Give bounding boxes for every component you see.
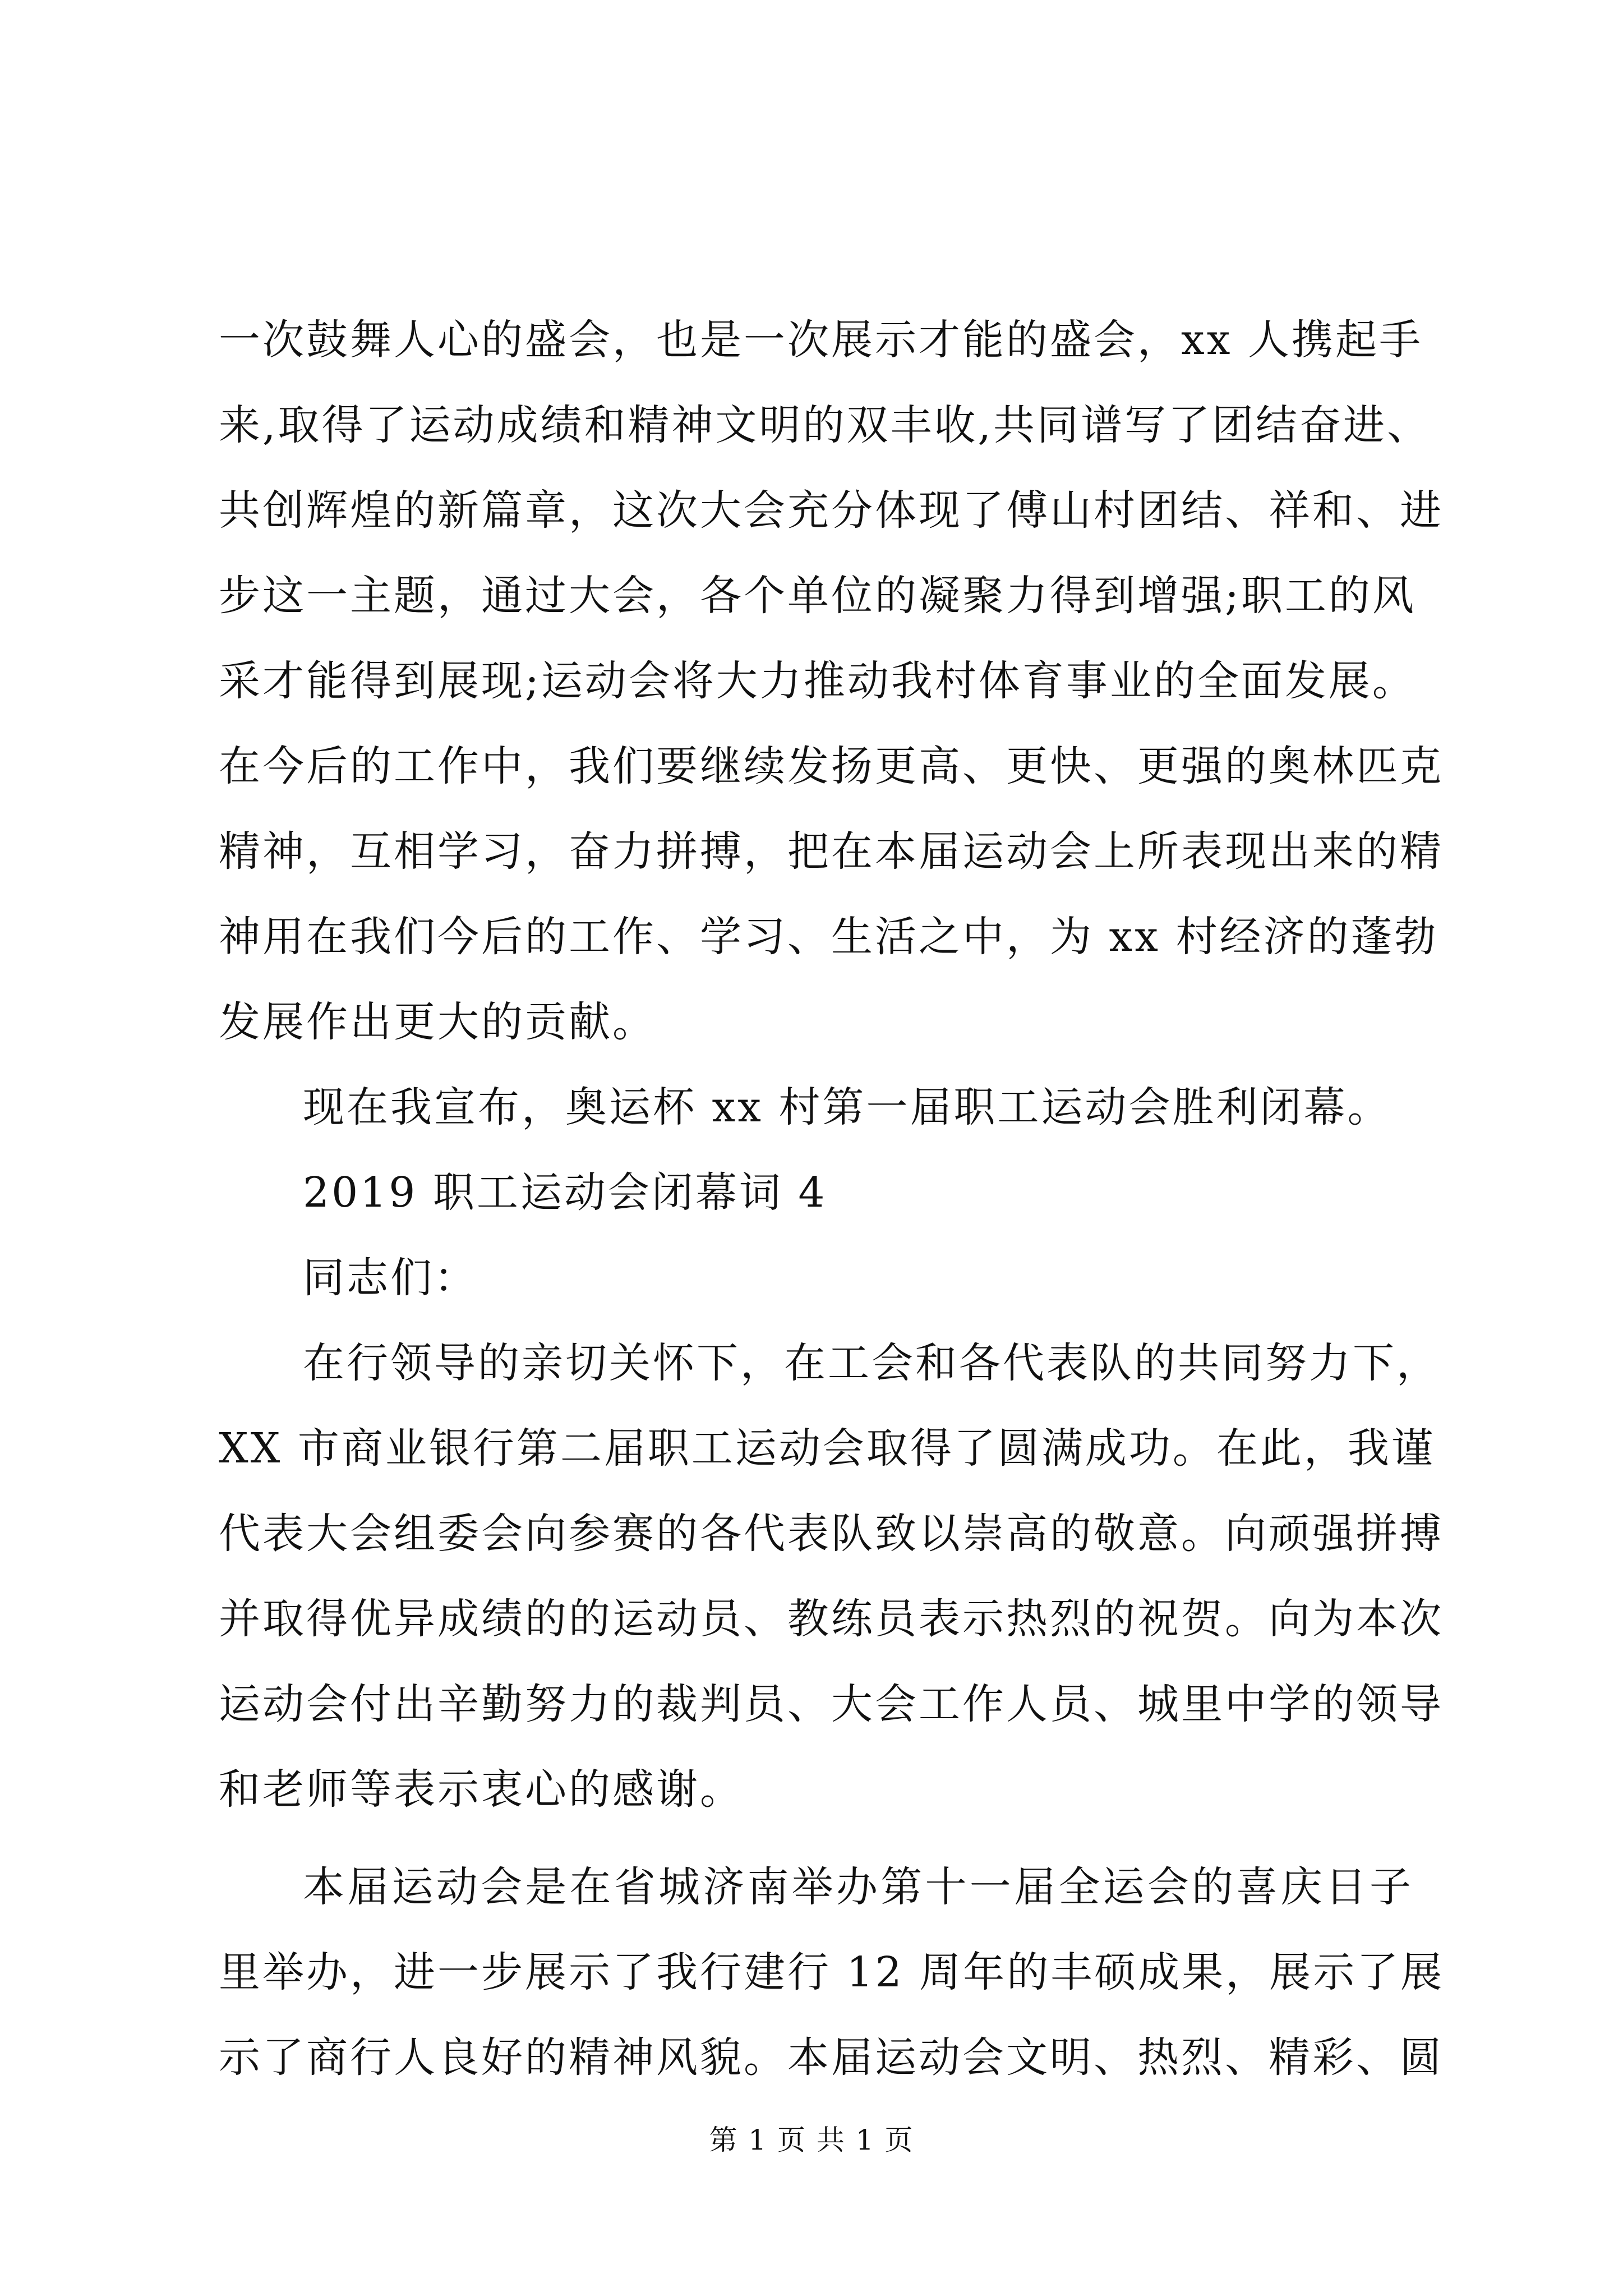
text-line: 精神，互相学习，奋力拼搏，把在本届运动会上所表现出来的精 bbox=[219, 827, 1444, 876]
text-line: 运动会付出辛勤努力的裁判员、大会工作人员、城里中学的领导 bbox=[219, 1680, 1444, 1728]
page-footer: 第 1 页 共 1 页 bbox=[709, 2124, 914, 2156]
text-line: 步这一主题，通过大会，各个单位的凝聚力得到增强;职工的风 bbox=[219, 572, 1416, 620]
text-line: 和老师等表示衷心的感谢。 bbox=[219, 1765, 744, 1814]
section-heading: 2019 职工运动会闭幕词 4 bbox=[303, 1168, 827, 1217]
paragraph-3 bbox=[219, 1844, 1445, 2100]
text-line: 并取得优异成绩的的运动员、教练员表示热烈的祝贺。向为本次 bbox=[219, 1595, 1444, 1643]
text-line: 共创辉煌的新篇章，这次大会充分体现了傅山村团结、祥和、进 bbox=[219, 486, 1444, 535]
text-line: 示了商行人良好的精神风貌。本届运动会文明、热烈、精彩、圆 bbox=[219, 2033, 1444, 2082]
text-line: 神用在我们今后的工作、学习、生活之中，为 xx 村经济的蓬勃 bbox=[219, 913, 1438, 961]
text-line: 采才能得到展现;运动会将大力推动我村体育事业的全面发展。 bbox=[219, 657, 1416, 705]
text-line: XX 市商业银行第二届职工运动会取得了圆满成功。在此，我谨 bbox=[219, 1424, 1435, 1473]
paragraph-1 bbox=[219, 297, 1444, 1065]
paragraph-gap bbox=[219, 1832, 1413, 1844]
paragraph-2 bbox=[219, 1320, 1444, 1832]
salutation: 同志们： bbox=[303, 1254, 478, 1302]
text-line: 在行领导的亲切关怀下，在工会和各代表队的共同努力下， bbox=[303, 1339, 1440, 1387]
text-line: 一次鼓舞人心的盛会，也是一次展示才能的盛会，xx 人携起手 bbox=[219, 316, 1423, 364]
text-line: 在今后的工作中，我们要继续发扬更高、更快、更强的奥林匹克 bbox=[219, 742, 1444, 790]
document-body bbox=[219, 297, 1445, 2100]
closing-announcement: 现在我宣布，奥运杯 xx 村第一届职工运动会胜利闭幕。 bbox=[303, 1083, 1391, 1131]
text-line: 来,取得了运动成绩和精神文明的双丰收,共同谱写了团结奋进、 bbox=[219, 401, 1431, 449]
text-line: 本届运动会是在省城济南举办第十一届全运会的喜庆日子 bbox=[303, 1863, 1413, 1911]
text-line: 代表大会组委会向参赛的各代表队致以崇高的敬意。向顽强拼搏 bbox=[219, 1510, 1444, 1558]
text-line: 里举办，进一步展示了我行建行 12 周年的丰硕成果，展示了展 bbox=[219, 1948, 1445, 1996]
text-line: 发展作出更大的贡献。 bbox=[219, 998, 656, 1046]
